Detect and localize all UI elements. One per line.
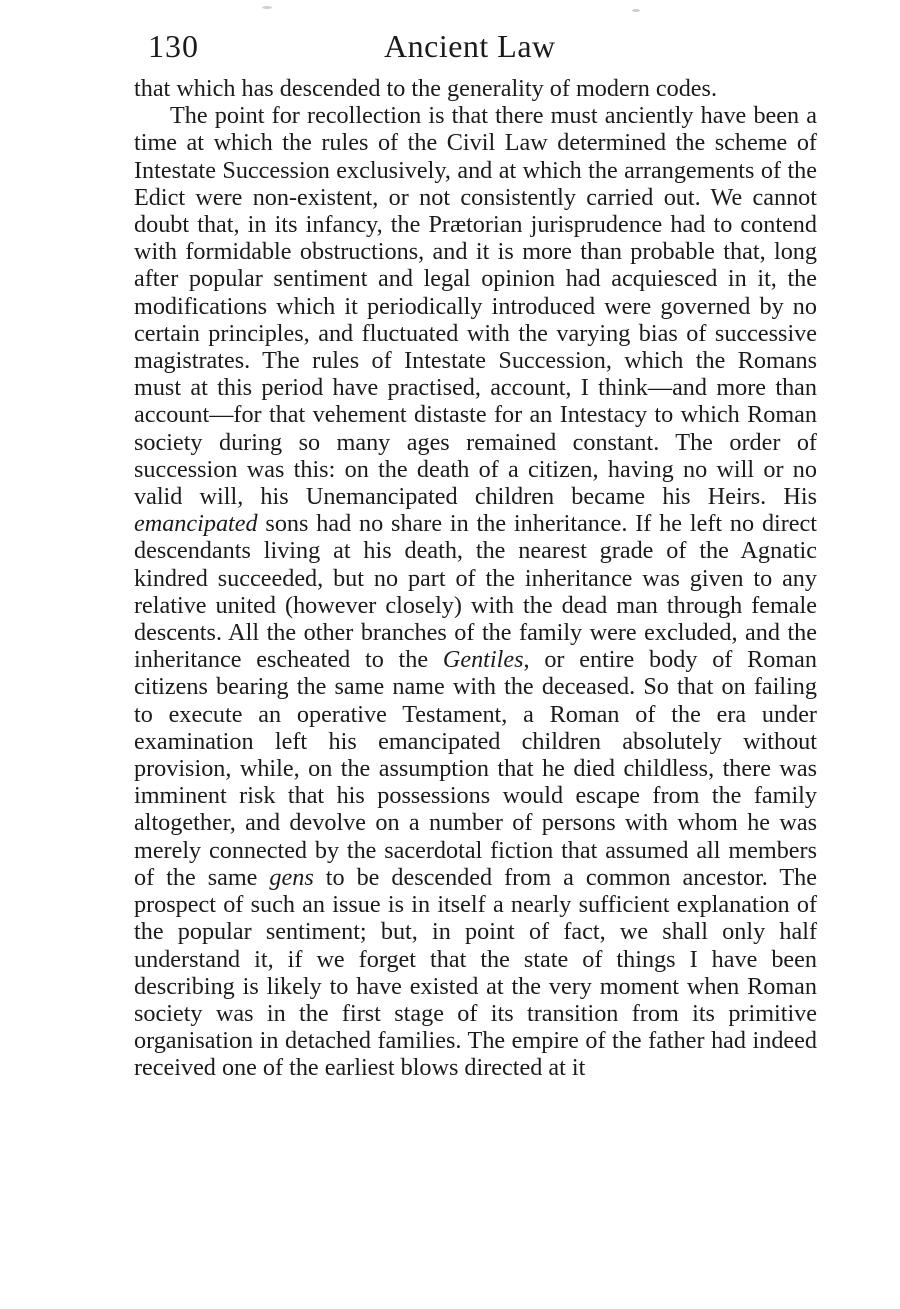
scan-speck [262, 6, 272, 9]
page-header [148, 28, 816, 68]
running-head-title: Ancient Law [384, 28, 556, 64]
italic-term-gentiles: Gentiles [442, 646, 524, 674]
italic-term-emancipated: emancipated [134, 510, 258, 538]
paragraph-intestate-succession [134, 102, 817, 1081]
page-number: 130 [148, 28, 199, 64]
scan-speck [632, 9, 640, 12]
paragraph-text-segment: sons had no share in the inheritance. If he left no direct descendants living at his death, the nearest grade of the Agnatic kindred succeeded, but no part of the inheritance was given to any relative united (however closely) with the dead man through female descents. All the other branches of the family were excluded, and the inheritance escheated to the [134, 510, 817, 674]
italic-term-gens: gens [269, 863, 314, 891]
paragraph-text-segment: to be descended from a common ancestor. The prospect of such an issue is in itself a nearly sufficient explanation of the popular sentiment; but, in point of fact, we shall only half understand it, if we forget that the state of things I have been describing is likely to have existed at the very moment when Roman society was in the first stage of its transition from its primitive organisation in detached families. The empire of the father had indeed received one of the earliest blows directed at it [134, 863, 817, 1082]
paragraph-continued: that which has descended to the generality of modern codes. [134, 75, 717, 102]
body-text [134, 75, 817, 1082]
paragraph-text-segment: , or entire body of Roman citizens bearing the same name with the deceased. So that on failing to execute an operative Testament, a Roman of the era under examination left his emancipated children absolutely without provision, while, on the assumption that he died childless, there was imminent risk that his possessions would escape from the family altogether, and devolve on a number of persons with whom he was merely connected by the sacerdotal fiction that assumed all members of the same [134, 646, 817, 891]
paragraph-text-segment: The point for recollection is that there must anciently have been a time at which the rules of the Civil Law determined the scheme of Intestate Succession exclusively, and at which the arrangements of the Edict were non-existent, or not consistently carried out. We cannot doubt that, in its infancy, the Prætorian jurisprudence had to contend with formidable obstructions, and it is more than probable that, long after popular sentiment and legal opinion had acquiesced in it, the modifications which it periodically introduced were governed by no certain principles, and fluctuated with the varying bias of successive magistrates. The rules of Intestate Succession, which the Romans must at this period have practised, account, I think—and more than account—for that vehement distaste for an Intestacy to which Roman society during so many ages remained constant. The order of succession was this: on the death of a citizen, having no will or no valid will, his Unemancipated children became his Heirs. His [134, 102, 817, 511]
